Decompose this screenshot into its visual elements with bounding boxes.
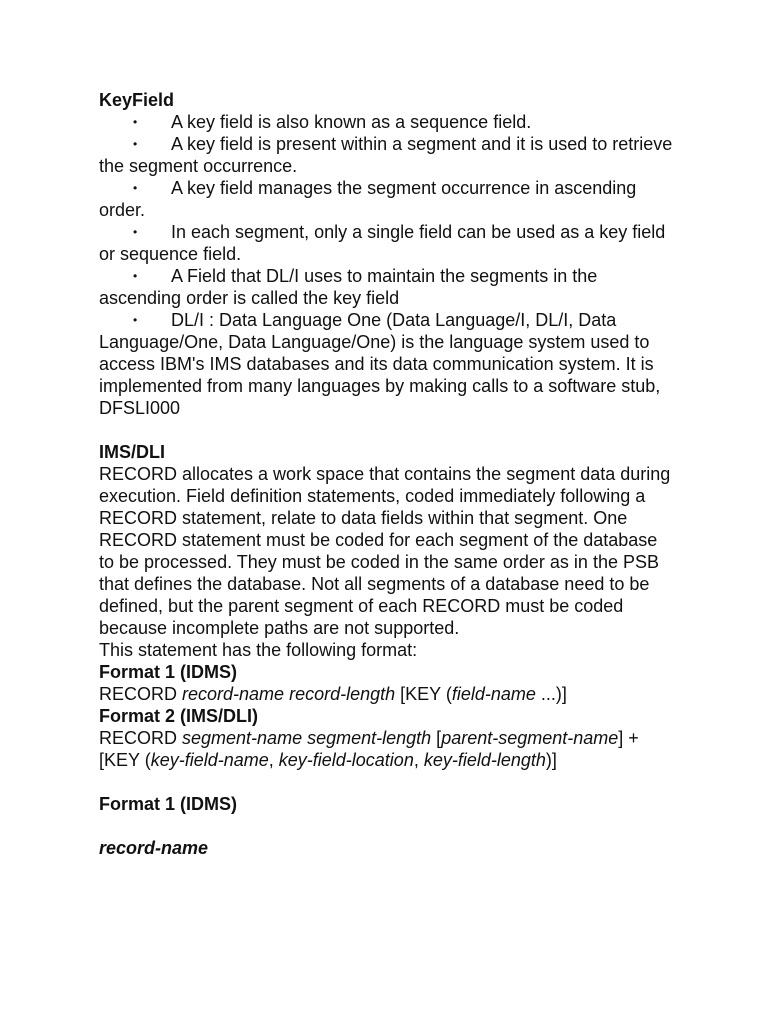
format2-tail: )] bbox=[545, 750, 557, 770]
spacer bbox=[99, 419, 674, 441]
format1-record-name: record-name bbox=[182, 684, 285, 704]
format2-key-field-length: key-field-length bbox=[423, 750, 546, 770]
list-item bbox=[99, 221, 674, 265]
keyfield-heading: KeyField bbox=[99, 90, 175, 110]
bullet-text: A key field is present within a segment and it is used to retrieve the segment occurrence. bbox=[99, 134, 673, 176]
format2-open-bracket: [ bbox=[431, 728, 442, 748]
format1-syntax bbox=[99, 683, 674, 705]
bullet-text: DL/I : Data Language One (Data Language/I, DL/I, Data Language/One, Data Language/One) is the language system used to access IBM's IMS databases and its data communication system. It is implemented from many languages by making calls to a software stub, DFSLI000 bbox=[99, 310, 661, 418]
format2-comma: , bbox=[268, 750, 279, 770]
format1-tail: ...)] bbox=[535, 684, 567, 704]
document-page bbox=[99, 89, 674, 859]
format2-comma: , bbox=[413, 750, 424, 770]
bullet-icon: • bbox=[133, 225, 138, 239]
spacer bbox=[99, 815, 674, 837]
list-item bbox=[99, 309, 674, 419]
record-name-subheading bbox=[99, 837, 674, 859]
format2-keyword-record: RECORD bbox=[99, 728, 183, 748]
bullet-text: A key field is also known as a sequence field. bbox=[171, 112, 532, 132]
record-name-subheading-text: record-name bbox=[99, 838, 209, 858]
list-item bbox=[99, 133, 674, 177]
bullet-icon: • bbox=[133, 115, 138, 129]
format1-keyword-key: [KEY ( bbox=[395, 684, 452, 704]
bullet-icon: • bbox=[133, 313, 138, 327]
format2-parent-segment-name: parent-segment-name bbox=[441, 728, 619, 748]
spacer bbox=[99, 771, 674, 793]
format2-syntax bbox=[99, 727, 674, 771]
format2-key-field-location: key-field-location bbox=[278, 750, 414, 770]
bullet-text: A Field that DL/I uses to maintain the segments in the ascending order is called the key field bbox=[99, 266, 598, 308]
keyfield-bullet-list bbox=[99, 111, 674, 419]
format2-plus-key: ] + [KEY ( bbox=[99, 728, 639, 770]
bullet-text: In each segment, only a single field can be used as a key field or sequence field. bbox=[99, 222, 666, 264]
bullet-icon: • bbox=[133, 269, 138, 283]
bullet-icon: • bbox=[133, 137, 138, 151]
format1-keyword-record: RECORD bbox=[99, 684, 183, 704]
format2-heading: Format 2 (IMS/DLI) bbox=[99, 706, 259, 726]
format2-key-field-name: key-field-name bbox=[150, 750, 269, 770]
bullet-text: A key field manages the segment occurrence in ascending order. bbox=[99, 178, 637, 220]
imsdli-heading: IMS/DLI bbox=[99, 442, 165, 462]
list-item bbox=[99, 177, 674, 221]
record-description-paragraph: RECORD allocates a work space that contains the segment data during execution. Field definition statements, coded immediately following a RECORD statement, relate to data fields within that segment. One RECORD statement must be coded for each segment of the database to be processed. They must be coded in the same order as in the PSB that defines the database. Not all segments of a database need to be defined, but the parent segment of each RECORD must be coded because incomplete paths are not supported. bbox=[99, 464, 671, 638]
list-item bbox=[99, 265, 674, 309]
bullet-icon: • bbox=[133, 181, 138, 195]
format-intro-text: This statement has the following format: bbox=[99, 640, 418, 660]
section2-heading: Format 1 (IDMS) bbox=[99, 794, 238, 814]
format2-segment-length: segment-length bbox=[307, 728, 432, 748]
format1-heading: Format 1 (IDMS) bbox=[99, 662, 238, 682]
list-item bbox=[99, 111, 674, 133]
format1-field-name: field-name bbox=[451, 684, 536, 704]
format2-segment-name: segment-name bbox=[182, 728, 303, 748]
format1-record-length: record-length bbox=[289, 684, 396, 704]
